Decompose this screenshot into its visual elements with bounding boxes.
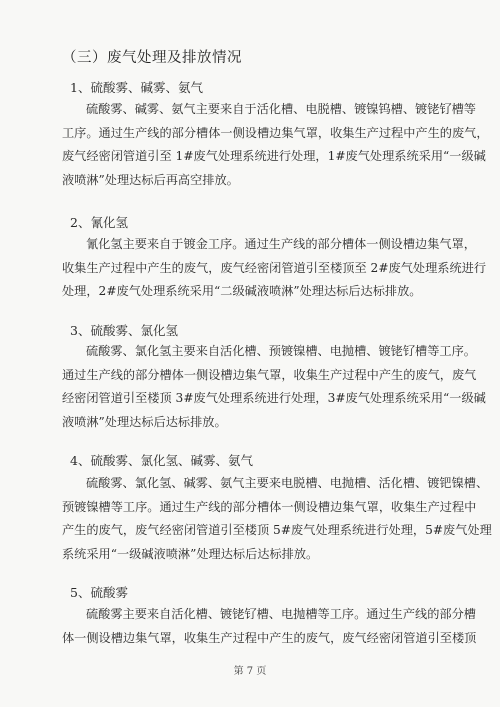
subheading-4: 4、硫酸雾、氯化氢、碱雾、氨气 — [70, 453, 253, 468]
subheading-2: 2、氰化氢 — [70, 215, 128, 230]
page-number: 第 7 页 — [233, 666, 267, 677]
paragraph-4 — [62, 472, 492, 566]
paragraph-5 — [62, 603, 477, 650]
section-title: （三）废气处理及排放情况 — [62, 50, 242, 66]
paragraph-2 — [62, 233, 487, 304]
paragraph-3 — [62, 340, 486, 434]
paragraph-line: 经密闭管道引至楼顶 3#废气处理系统进行处理，3#废气处理系统采用“一级碱 — [62, 391, 486, 405]
paragraph-line: 工序。通过生产线的部分槽体一侧设槽边集气罩，收集生产过程中产生的废气， — [62, 125, 489, 140]
paragraph-line: 液喷淋”处理达标后再高空排放。 — [62, 172, 239, 187]
subheading-5: 5、硫酸雾 — [70, 585, 128, 600]
paragraph-line: 收集生产过程中产生的废气，废气经密闭管道引至楼顶至 2#废气处理系统进行 — [62, 260, 487, 275]
paragraph-line: 废气经密闭管道引至 1#废气处理系统进行处理，1#废气处理系统采用“一级碱 — [62, 149, 486, 163]
paragraph-line: 通过生产线的部分槽体一侧设槽边集气罩，收集生产过程中产生的废气，废气 — [62, 367, 477, 382]
subheading-3: 3、硫酸雾、氯化氢 — [70, 323, 178, 338]
paragraph-line: 硫酸雾、氯化氢、碱雾、氨气主要来电脱槽、电抛槽、活化槽、镀钯镍槽、 — [86, 476, 489, 490]
paragraph-1 — [62, 98, 489, 192]
subheading-1: 1、硫酸雾、碱雾、氨气 — [70, 80, 203, 95]
paragraph-line: 处理，2#废气处理系统采用“二级碱液喷淋”处理达标后达标排放。 — [62, 284, 422, 298]
paragraph-line: 硫酸雾主要来自活化槽、镀铑钌槽、电抛槽等工序。通过生产线的部分槽 — [86, 607, 476, 621]
paragraph-line: 硫酸雾、氯化氢主要来自活化槽、预镀镍槽、电抛槽、镀铑钌槽等工序。 — [86, 344, 476, 358]
paragraph-line: 硫酸雾、碱雾、氨气主要来自于活化槽、电脱槽、镀镍钨槽、镀铑钌槽等 — [86, 102, 476, 116]
paragraph-line: 产生的废气，废气经密闭管道引至楼顶 5#废气处理系统进行处理，5#废气处理 — [62, 523, 492, 537]
paragraph-line: 氰化氢主要来自于镀金工序。通过生产线的部分槽体一侧设槽边集气罩， — [86, 237, 476, 251]
paragraph-line: 预镀镍槽等工序。通过生产线的部分槽体一侧设槽边集气罩，收集生产过程中 — [62, 499, 477, 514]
paragraph-line: 系统采用“一级碱液喷淋”处理达标后达标排放。 — [62, 546, 319, 561]
paragraph-line: 液喷淋”处理达标后达标排放。 — [62, 414, 227, 429]
paragraph-line: 体一侧设槽边集气罩，收集生产过程中产生的废气，废气经密闭管道引至楼顶 — [62, 630, 477, 645]
